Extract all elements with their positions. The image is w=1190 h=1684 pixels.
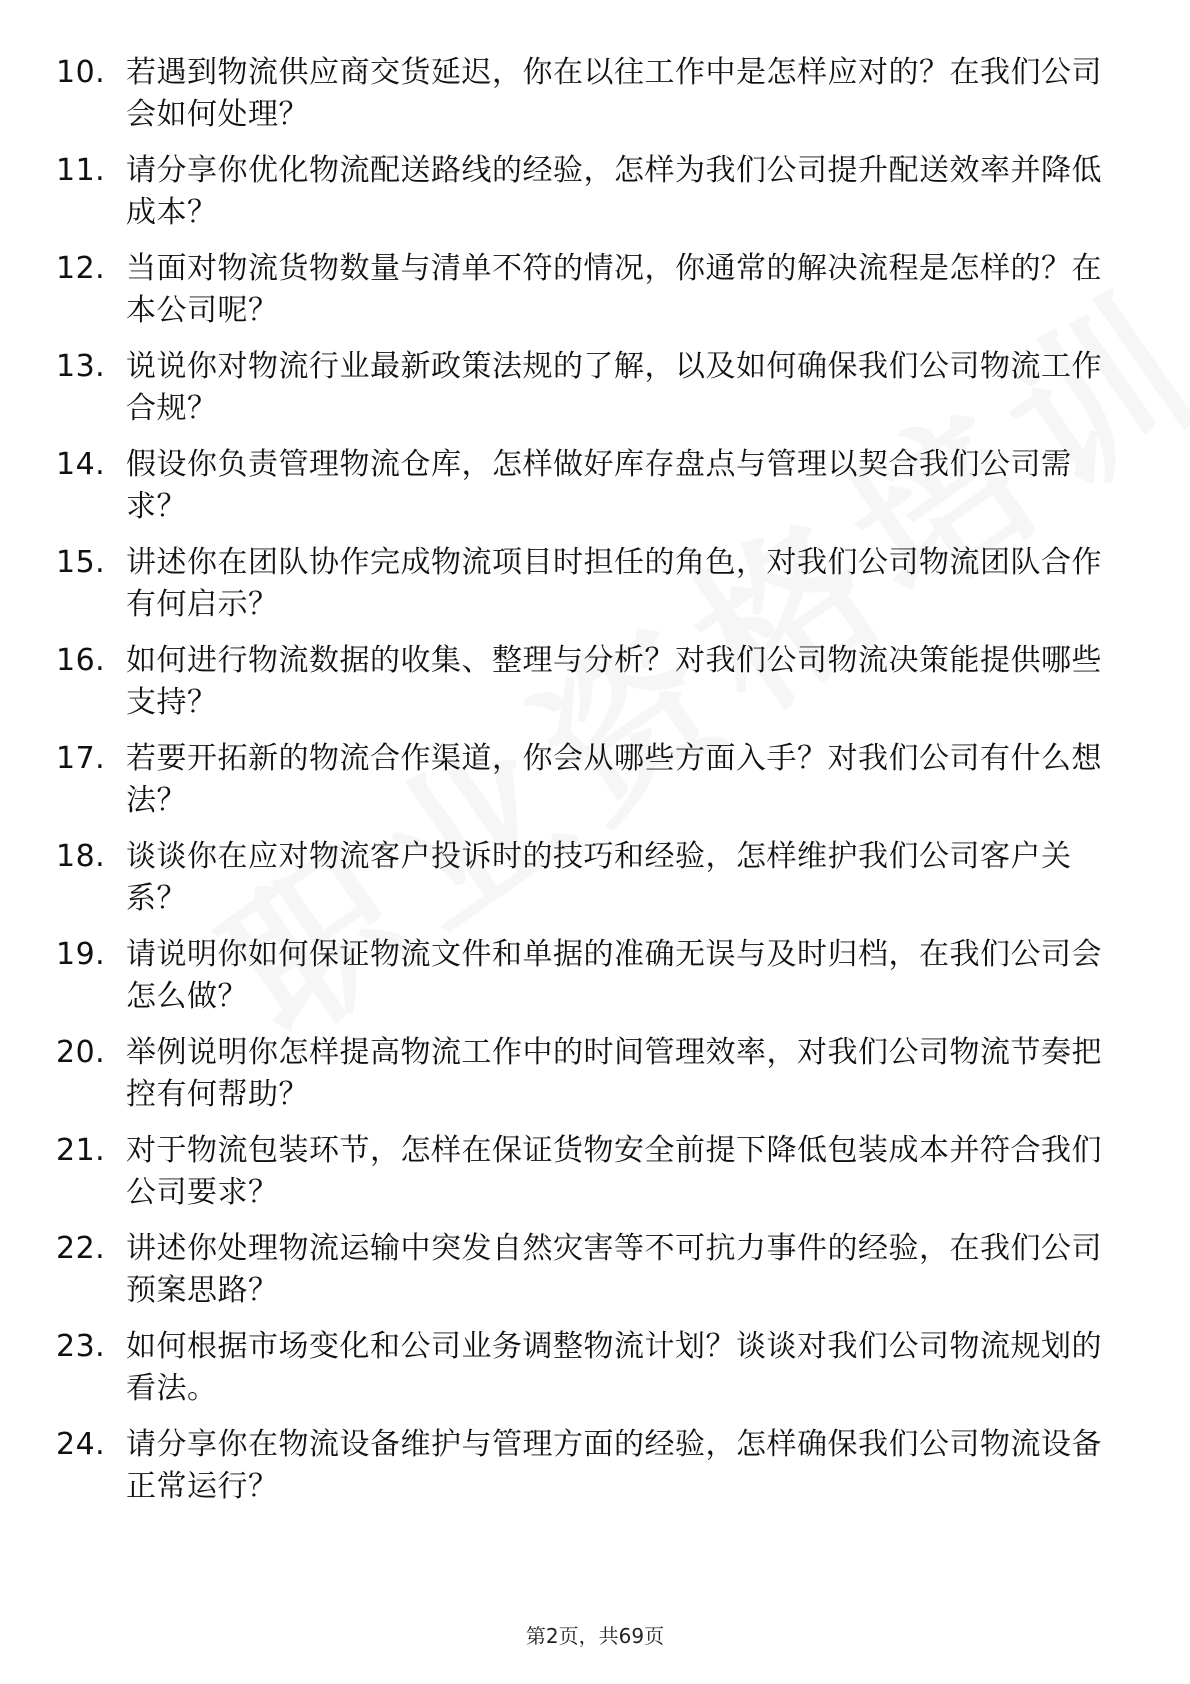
question-text: 假设你负责管理物流仓库，怎样做好库存盘点与管理以契合我们公司需求？ [126,447,1072,524]
question-item [56,1130,1116,1214]
question-text: 如何进行物流数据的收集、整理与分析？对我们公司物流决策能提供哪些支持？ [126,643,1102,720]
question-text: 若要开拓新的物流合作渠道，你会从哪些方面入手？对我们公司有什么想法？ [126,741,1102,818]
question-item [56,1032,1116,1116]
page-number-label: 第2页，共69页 [525,1624,665,1648]
question-number: 19. [56,937,106,972]
question-item [56,1228,1116,1312]
question-number: 24. [56,1427,106,1462]
question-number: 12. [56,251,106,286]
question-item [56,346,1116,430]
question-item [56,52,1116,136]
question-text: 请分享你优化物流配送路线的经验，怎样为我们公司提升配送效率并降低成本？ [126,153,1102,230]
question-list [56,52,1116,1522]
question-item [56,1326,1116,1410]
question-text: 讲述你在团队协作完成物流项目时担任的角色，对我们公司物流团队合作有何启示？ [126,545,1102,622]
question-number: 18. [56,839,106,874]
question-item [56,640,1116,724]
question-item [56,444,1116,528]
question-item [56,150,1116,234]
question-number: 20. [56,1035,106,1070]
question-number: 13. [56,349,106,384]
question-number: 10. [56,55,106,90]
question-number: 23. [56,1329,106,1364]
question-text: 举例说明你怎样提高物流工作中的时间管理效率，对我们公司物流节奏把控有何帮助？ [126,1035,1102,1112]
question-text: 如何根据市场变化和公司业务调整物流计划？谈谈对我们公司物流规划的看法。 [126,1329,1102,1406]
question-number: 17. [56,741,106,776]
question-item [56,248,1116,332]
question-item [56,934,1116,1018]
question-text: 当面对物流货物数量与清单不符的情况，你通常的解决流程是怎样的？在本公司呢？ [126,251,1102,328]
question-number: 22. [56,1231,106,1266]
question-number: 15. [56,545,106,580]
question-item [56,1424,1116,1508]
question-number: 11. [56,153,106,188]
question-item [56,542,1116,626]
question-text: 对于物流包装环节，怎样在保证货物安全前提下降低包装成本并符合我们公司要求？ [126,1133,1102,1210]
question-text: 若遇到物流供应商交货延迟，你在以往工作中是怎样应对的？在我们公司会如何处理？ [126,55,1102,132]
question-item [56,836,1116,920]
question-text: 请分享你在物流设备维护与管理方面的经验，怎样确保我们公司物流设备正常运行？ [126,1427,1102,1504]
question-text: 讲述你处理物流运输中突发自然灾害等不可抗力事件的经验，在我们公司预案思路？ [126,1231,1102,1308]
question-number: 16. [56,643,106,678]
question-number: 14. [56,447,106,482]
question-number: 21. [56,1133,106,1168]
page-footer [0,1620,1190,1649]
question-item [56,738,1116,822]
question-text: 谈谈你在应对物流客户投诉时的技巧和经验，怎样维护我们公司客户关系？ [126,839,1072,916]
question-text: 说说你对物流行业最新政策法规的了解，以及如何确保我们公司物流工作合规？ [126,349,1102,426]
question-text: 请说明你如何保证物流文件和单据的准确无误与及时归档，在我们公司会怎么做？ [126,937,1102,1014]
